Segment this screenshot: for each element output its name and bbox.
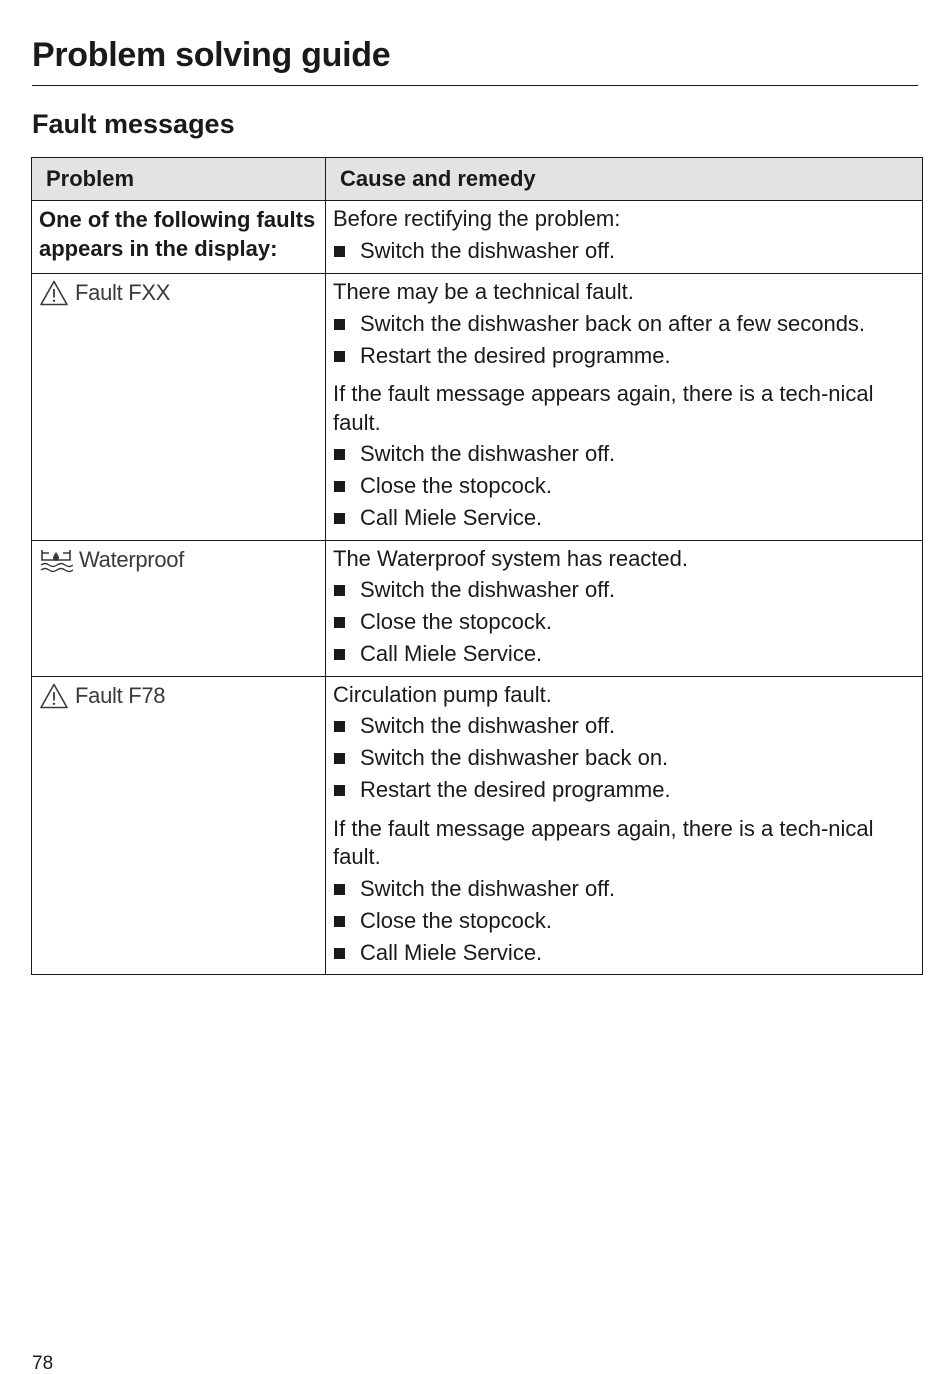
square-bullet-icon bbox=[334, 617, 345, 628]
remedy-step bbox=[333, 237, 910, 266]
cause-text: Before rectifying the problem: bbox=[333, 206, 621, 231]
cause-and-remedy-cell bbox=[326, 201, 923, 274]
remedy-block bbox=[333, 380, 910, 533]
table-row bbox=[32, 540, 923, 676]
problem-cell bbox=[32, 201, 326, 274]
square-bullet-icon bbox=[334, 884, 345, 895]
cause-text: Circulation pump fault. bbox=[333, 681, 552, 707]
remedy-steps bbox=[333, 875, 910, 968]
remedy-step-text: Call Miele Service. bbox=[360, 641, 543, 666]
remedy-steps bbox=[333, 712, 910, 805]
problem-text: One of the following faults appears in the display: bbox=[39, 207, 316, 261]
page-number: 78 bbox=[32, 1353, 54, 1374]
remedy-step bbox=[333, 744, 910, 773]
table-body bbox=[32, 201, 923, 975]
remedy-steps bbox=[333, 310, 910, 371]
problem-cell bbox=[32, 540, 326, 676]
remedy-block bbox=[333, 278, 910, 370]
square-bullet-icon bbox=[334, 481, 345, 492]
remedy-steps bbox=[333, 576, 910, 669]
remedy-step-text: Restart the desired programme. bbox=[360, 342, 671, 368]
cause-and-remedy-cell bbox=[326, 274, 923, 541]
display-message bbox=[39, 682, 317, 711]
section-title: Fault messages bbox=[32, 109, 235, 139]
table-row bbox=[32, 201, 923, 274]
square-bullet-icon bbox=[334, 649, 345, 660]
display-message-text: Fault F78 bbox=[75, 682, 166, 708]
remedy-step-text: Close the stopcock. bbox=[360, 473, 552, 498]
square-bullet-icon bbox=[334, 916, 345, 927]
remedy-step bbox=[333, 875, 910, 904]
remedy-step-text: Switch the dishwasher back on after a few seconds. bbox=[360, 310, 866, 336]
cause-text: If the fault message appears again, there is a tech-nical fault. bbox=[333, 381, 874, 435]
table-row bbox=[32, 274, 923, 541]
problem-cell bbox=[32, 676, 326, 975]
remedy-step-text: Switch the dishwasher off. bbox=[360, 875, 616, 901]
remedy-step bbox=[333, 472, 910, 501]
remedy-step bbox=[333, 608, 910, 637]
remedy-steps bbox=[333, 440, 910, 533]
problem-cell bbox=[32, 274, 326, 541]
square-bullet-icon bbox=[334, 785, 345, 796]
cause-text: The Waterproof system has reacted. bbox=[333, 545, 688, 571]
display-message-text: Waterproof bbox=[79, 546, 185, 572]
remedy-block bbox=[333, 815, 910, 968]
remedy-step-text: Switch the dishwasher back on. bbox=[360, 745, 669, 770]
remedy-block bbox=[333, 681, 910, 805]
waterproof-tub-icon bbox=[39, 546, 73, 574]
square-bullet-icon bbox=[334, 948, 345, 959]
table-row bbox=[32, 676, 923, 975]
remedy-step-text: Restart the desired programme. bbox=[360, 777, 671, 802]
cause-and-remedy-cell bbox=[326, 676, 923, 975]
title-divider bbox=[32, 85, 918, 86]
remedy-steps bbox=[333, 237, 910, 266]
remedy-step bbox=[333, 440, 910, 469]
remedy-step bbox=[333, 776, 910, 805]
remedy-step-text: Switch the dishwasher off. bbox=[360, 237, 616, 263]
square-bullet-icon bbox=[334, 721, 345, 732]
header-problem: Problem bbox=[32, 158, 326, 201]
remedy-step-text: Switch the dishwasher off. bbox=[360, 441, 616, 466]
remedy-block bbox=[333, 205, 910, 265]
warning-triangle-icon bbox=[39, 279, 69, 307]
square-bullet-icon bbox=[334, 513, 345, 524]
warning-triangle-icon bbox=[39, 682, 69, 710]
remedy-block bbox=[333, 545, 910, 669]
remedy-step-text: Switch the dishwasher off. bbox=[360, 713, 616, 738]
remedy-step-text: Switch the dishwasher off. bbox=[360, 577, 616, 602]
remedy-step-text: Close the stopcock. bbox=[360, 609, 552, 634]
display-message bbox=[39, 279, 317, 308]
table-header-row bbox=[32, 158, 923, 201]
remedy-step bbox=[333, 576, 910, 605]
square-bullet-icon bbox=[334, 246, 345, 257]
display-message bbox=[39, 546, 317, 575]
square-bullet-icon bbox=[334, 753, 345, 764]
cause-text: There may be a technical fault. bbox=[333, 279, 634, 304]
display-message-text: Fault FXX bbox=[75, 280, 171, 305]
page-title: Problem solving guide bbox=[32, 36, 391, 74]
fault-messages-table bbox=[31, 157, 923, 975]
remedy-step bbox=[333, 907, 910, 936]
remedy-step bbox=[333, 939, 910, 968]
square-bullet-icon bbox=[334, 319, 345, 330]
header-cause-and-remedy: Cause and remedy bbox=[326, 158, 923, 201]
remedy-step-text: Close the stopcock. bbox=[360, 907, 552, 933]
cause-text: If the fault message appears again, there is a tech-nical fault. bbox=[333, 815, 874, 869]
cause-and-remedy-cell bbox=[326, 540, 923, 676]
remedy-step-text: Call Miele Service. bbox=[360, 939, 543, 965]
square-bullet-icon bbox=[334, 351, 345, 362]
square-bullet-icon bbox=[334, 585, 345, 596]
remedy-step bbox=[333, 504, 910, 533]
remedy-step-text: Call Miele Service. bbox=[360, 505, 543, 530]
remedy-step bbox=[333, 640, 910, 669]
remedy-step bbox=[333, 342, 910, 371]
remedy-step bbox=[333, 712, 910, 741]
square-bullet-icon bbox=[334, 449, 345, 460]
remedy-step bbox=[333, 310, 910, 339]
